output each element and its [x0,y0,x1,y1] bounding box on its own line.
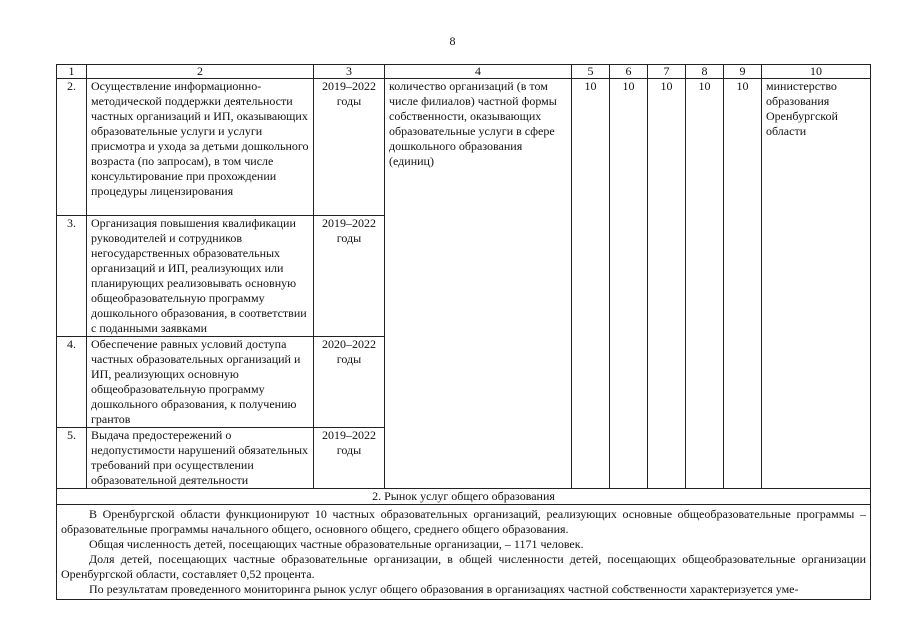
value-cell: 10 [610,79,648,489]
responsible-cell: министерство образования Оренбургской области [762,79,871,489]
paragraph: Общая численность детей, посещающих частные образовательные организации, – 1171 человек. [89,537,584,551]
period-cell: 2019–2022 годы [314,216,385,337]
header-cell: 3 [314,65,385,79]
activity-cell: Обеспечение равных условий доступа частных образовательных организаций и ИП, реализующих основную общеобразовательную программу дошкольного образования, к получению грантов [87,337,314,428]
paragraph: По результатам проведенного мониторинга рынок услуг общего образования в организациях частной собственности характеризуется уме- [89,582,799,596]
paragraph: Доля детей, посещающих частные образовательные организации, в общей численности детей, посещающих общеобразовательные организации Оренбургской области, составляет 0,52 процента. [61,552,866,581]
value-cell: 10 [648,79,686,489]
activity-cell: Осуществление информационно-методической поддержки деятельности частных организаций и ИП, оказывающих образовательные услуги и услуги присмотра и ухода за детьми дошкольного возраста (по запросам), в том числе консультирование при прохождении процедуры лицензирования [87,79,314,216]
activity-cell: Организация повышения квалификации руководителей и сотрудников негосударственных образовательных организаций и ИП, реализующих или планирующих реализовывать основную общеобразовательную программу дошкольного образования, в соответствии с поданными заявками [87,216,314,337]
header-cell: 1 [57,65,87,79]
period-cell: 2020–2022 годы [314,337,385,428]
period-cell: 2019–2022 годы [314,79,385,216]
activity-cell: Выдача предостережений о недопустимости нарушений обязательных требований при осуществлении образовательной деятельности [87,428,314,489]
section-row [57,489,871,505]
row-number: 3. [57,216,87,337]
header-cell: 8 [686,65,724,79]
header-cell: 4 [385,65,572,79]
indicator-cell: количество организаций (в том числе филиалов) частной формы собственности, оказывающих образовательные услуги в сфере дошкольного образования (единиц) [385,79,572,489]
page-number: 8 [449,34,456,48]
value-cell: 10 [686,79,724,489]
period-cell: 2019–2022 годы [314,428,385,489]
paragraph: В Оренбургской области функционируют 10 частных образовательных организаций, реализующих основные общеобразовательные программы – образовательные программы начального общего, основного общего, среднего общего образования. [61,507,866,536]
header-cell: 9 [724,65,762,79]
paragraph-cell [57,505,871,600]
value-cell: 10 [572,79,610,489]
header-cell: 6 [610,65,648,79]
row-number: 4. [57,337,87,428]
measures-table [56,64,871,600]
table-row [57,79,871,216]
header-cell: 2 [87,65,314,79]
row-number: 5. [57,428,87,489]
header-cell: 7 [648,65,686,79]
header-cell: 10 [762,65,871,79]
row-number: 2. [57,79,87,216]
section-title: 2. Рынок услуг общего образования [57,489,871,505]
header-cell: 5 [572,65,610,79]
header-row [57,65,871,79]
paragraph-row [57,505,871,600]
value-cell: 10 [724,79,762,489]
